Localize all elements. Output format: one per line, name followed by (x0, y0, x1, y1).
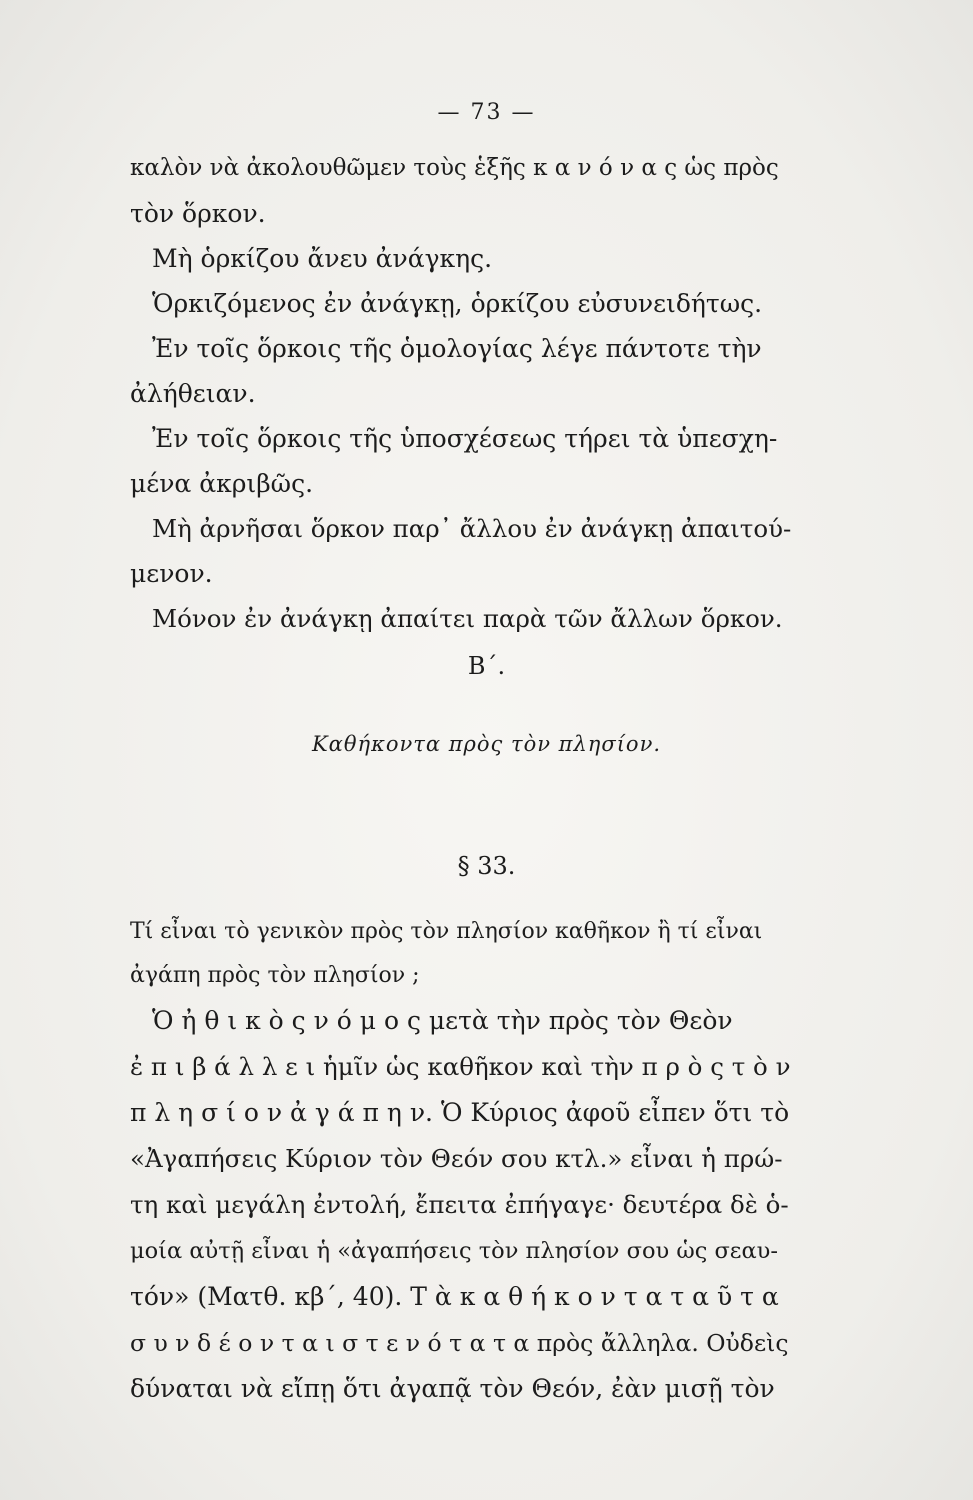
rules-list (130, 146, 790, 641)
text-line: Ἐν τοῖς ὅρκοις τῆς ὑποσχέσεως τήρει τὰ ὑπεσχη- (152, 424, 778, 453)
text-line: τὸν ὅρκον. (130, 199, 266, 228)
text-line: Μὴ ἀρνῆσαι ὅρκον παρ᾽ ἄλλου ἐν ἀνάγκῃ ἀπαιτού- (152, 514, 792, 543)
answer-line: τόν» (Ματθ. κβ΄, 40). Τ ὰ κ α θ ή κ ο ν τ α τ α ῦ τ α (130, 1282, 779, 1311)
question-line: ἀγάπη πρὸς τὸν πλησίον ; (130, 963, 420, 988)
question-line: Τί εἶναι τὸ γενικὸν πρὸς τὸν πλησίον καθῆκον ἢ τί εἶναι (130, 919, 763, 944)
text-line: Μὴ ὁρκίζου ἄνευ ἀνάγκης. (152, 244, 493, 273)
page-number: — 73 — (437, 100, 536, 125)
text-line: Ὁρκιζόμενος ἐν ἀνάγκῃ, ὁρκίζου εὐσυνειδήτως. (152, 289, 763, 318)
question (130, 910, 790, 998)
answer-line: Ὁ ἠ θ ι κ ὸ ς ν ό μ ο ς μετὰ τὴν πρὸς τὸν Θεὸν (152, 1006, 733, 1035)
text-line: Ἐν τοῖς ὅρκοις τῆς ὁμολογίας λέγε πάντοτε τὴν (152, 334, 762, 363)
text-line: Μόνον ἐν ἀνάγκῃ ἀπαίτει παρὰ τῶν ἄλλων ὅρκον. (152, 604, 783, 633)
answer-line: τη καὶ μεγάλη ἐντολή, ἔπειτα ἐπήγαγε· δευτέρα δὲ ὁ- (130, 1190, 789, 1219)
answer (130, 998, 790, 1412)
answer-line: δύναται νὰ εἴπῃ ὅτι ἀγαπᾷ τὸν Θεόν, ἐὰν μισῇ τὸν (130, 1374, 775, 1403)
text-line: καλὸν νὰ ἀκολουθῶμεν τοὺς ἑξῆς κ α ν ό ν α ς ὡς πρὸς (130, 155, 779, 181)
answer-line: ἐ π ι β ά λ λ ε ι ἡμῖν ὡς καθῆκον καὶ τὴν π ρ ὸ ς τ ὸ ν (130, 1052, 791, 1081)
section-letter: Β΄. (467, 652, 506, 680)
answer-line: «Ἀγαπήσεις Κύριον τὸν Θεόν σου κτλ.» εἶναι ἡ πρώ- (130, 1144, 783, 1173)
paragraph-number: § 33. (457, 852, 516, 880)
text-line: μένα ἀκριβῶς. (130, 469, 314, 498)
text-line: ἀλήθειαν. (130, 379, 256, 408)
answer-line: μοία αὐτῇ εἶναι ἡ «ἀγαπήσεις τὸν πλησίον σου ὡς σεαυ- (130, 1238, 778, 1264)
section-subtitle: Καθήκοντα πρὸς τὸν πλησίον. (311, 732, 662, 756)
answer-line: π λ η σ ί ο ν ἀ γ ά π η ν. Ὁ Κύριος ἀφοῦ εἶπεν ὅτι τὸ (130, 1098, 790, 1127)
text-line: μενον. (130, 559, 213, 588)
answer-line: σ υ ν δ έ ο ν τ α ι σ τ ε ν ό τ α τ α πρὸς ἄλληλα. Οὐδεὶς (130, 1329, 789, 1357)
